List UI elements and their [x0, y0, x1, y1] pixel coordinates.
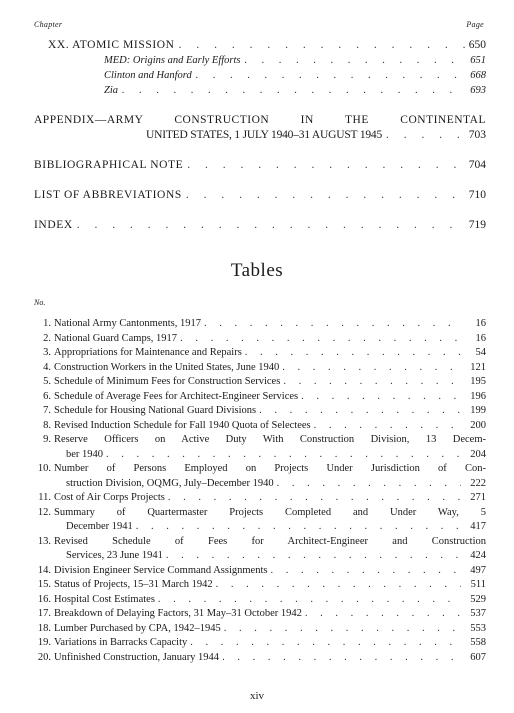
table-list-entry[interactable]	[34, 636, 486, 651]
table-title-line: Revised Induction Schedule for Fall 1940 Quota of Selectees	[54, 419, 311, 431]
table-title-line: Variations in Barracks Capacity	[54, 637, 188, 648]
toc-chapter-entry[interactable]	[48, 38, 486, 53]
table-number: 8.	[43, 419, 51, 431]
page-number: 121	[470, 361, 486, 373]
table-number: 20.	[37, 651, 51, 663]
table-title-line: Unfinished Construction, January 1944	[54, 651, 220, 663]
leader-dots	[136, 520, 461, 535]
page-number: 558	[470, 637, 486, 648]
page-number: 54	[475, 347, 486, 358]
page-number: 719	[468, 219, 486, 231]
table-number: 10.	[37, 463, 51, 474]
table-number: 17.	[37, 608, 51, 619]
page-number: 222	[470, 477, 486, 489]
leader-dots	[204, 317, 461, 332]
page-column-header: Page	[466, 20, 484, 29]
table-number: 6.	[43, 390, 51, 402]
table-number: 18.	[37, 622, 51, 634]
table-list-entry[interactable]	[34, 593, 486, 608]
table-list-entry[interactable]	[34, 419, 486, 434]
table-title-line: Summary of Quartermaster Projects Completed and Under Way, 5	[54, 506, 486, 518]
leader-dots	[122, 83, 466, 98]
table-title-line: Schedule for Housing National Guard Divisions	[54, 405, 257, 416]
table-title-line: Services, 23 June 1941	[66, 550, 163, 561]
toc-subsection-entry[interactable]	[104, 53, 486, 68]
table-title-line: National Guard Camps, 1917	[54, 332, 178, 344]
table-list-entry[interactable]	[34, 404, 486, 419]
leader-dots	[196, 68, 467, 83]
page-number: 710	[468, 189, 486, 201]
tables-heading: Tables	[230, 260, 284, 281]
table-title-line: ber 1940	[66, 448, 104, 460]
appendix-title-line2: UNITED STATES, 1 JULY 1940–31 AUGUST 1945	[146, 129, 383, 141]
leader-dots	[282, 361, 461, 376]
table-number: 4.	[43, 361, 51, 373]
table-number: 14.	[37, 564, 51, 576]
table-number: 7.	[43, 405, 51, 416]
table-number: 1.	[43, 318, 51, 329]
toc-appendix-line1[interactable]: APPENDIX—ARMY CONSTRUCTION IN THE CONTINENTAL	[34, 114, 486, 126]
table-title-line: Appropriations for Maintenance and Repairs	[54, 347, 242, 358]
leader-dots	[386, 128, 465, 143]
leader-dots	[166, 549, 461, 564]
table-title-line: Status of Projects, 15–31 March 1942	[54, 579, 213, 590]
page-number: 703	[468, 129, 486, 141]
page-number: 553	[470, 622, 486, 634]
table-number: 19.	[37, 637, 51, 648]
table-title-line: Schedule of Average Fees for Architect-Engineer Services	[54, 390, 299, 402]
leader-dots	[301, 390, 461, 405]
table-list-entry[interactable]	[34, 578, 486, 593]
leader-dots	[187, 158, 465, 173]
leader-dots	[259, 404, 461, 419]
page-number: 607	[470, 651, 486, 663]
table-title-line: Construction Workers in the United States, June 1940	[54, 361, 280, 373]
page-number: 511	[470, 579, 486, 590]
page-number: 200	[470, 419, 486, 431]
table-title-line: December 1941	[66, 521, 133, 532]
table-list-entry[interactable]	[34, 462, 486, 491]
table-list-entry[interactable]	[34, 491, 486, 506]
leader-dots	[245, 53, 467, 68]
leader-dots	[277, 477, 461, 492]
leader-dots	[245, 346, 461, 361]
toc-backmatter-entry[interactable]	[34, 218, 486, 233]
leader-dots	[314, 419, 461, 434]
page-number: 271	[470, 492, 486, 503]
leader-dots	[283, 375, 461, 390]
table-list-entry[interactable]	[34, 332, 486, 347]
toc-subsection-entry[interactable]	[104, 68, 486, 83]
folio-page-number: xiv	[249, 690, 265, 702]
toc-appendix-entry[interactable]	[146, 128, 486, 143]
leader-dots	[77, 218, 465, 233]
leader-dots	[106, 448, 461, 463]
leader-dots	[179, 38, 465, 53]
leader-dots	[186, 188, 465, 203]
table-number: 16.	[37, 593, 51, 605]
page-number: 424	[470, 550, 486, 561]
table-title-line: National Army Cantonments, 1917	[54, 318, 201, 329]
table-title-line: Breakdown of Delaying Factors, 31 May–31 October 1942	[54, 608, 302, 619]
toc-backmatter-entry[interactable]	[34, 188, 486, 203]
toc-subsection-entry[interactable]	[104, 83, 486, 98]
table-list-entry[interactable]	[34, 375, 486, 390]
page-number: 704	[468, 159, 486, 171]
table-title-line: Division Engineer Service Command Assignments	[54, 564, 268, 576]
table-list-entry[interactable]	[34, 607, 486, 622]
page-number: 16	[475, 318, 486, 329]
page-number: 650	[468, 39, 486, 51]
leader-dots	[224, 622, 461, 637]
table-title-line: struction Division, OQMG, July–December 1940	[66, 477, 274, 489]
table-number: 15.	[37, 579, 51, 590]
table-number: 9.	[43, 434, 51, 445]
table-list-entry[interactable]	[34, 651, 486, 666]
table-number: 13.	[37, 535, 51, 547]
page-number: 16	[475, 332, 486, 344]
table-title-line: Cost of Air Corps Projects	[54, 492, 165, 503]
table-title-line: Number of Persons Employed on Projects Under Jurisdiction of Con-	[54, 463, 486, 474]
table-title-line: Schedule of Minimum Fees for Construction Services	[54, 376, 281, 387]
leader-dots	[168, 491, 461, 506]
page-number: 199	[470, 405, 486, 416]
table-number-column-header: No.	[34, 298, 46, 307]
table-list-entry[interactable]	[34, 433, 486, 462]
subsection-title: MED: Origins and Early Efforts	[104, 55, 241, 66]
page-number: 651	[470, 55, 486, 66]
leader-dots	[180, 332, 461, 347]
table-list-entry[interactable]	[34, 564, 486, 579]
page-number: 417	[470, 521, 486, 532]
leader-dots	[270, 564, 461, 579]
table-number: 11.	[38, 492, 51, 503]
table-list-entry[interactable]	[34, 361, 486, 376]
page-number: 204	[470, 448, 486, 460]
subsection-title: Zia	[104, 85, 119, 96]
table-list-entry[interactable]	[34, 535, 486, 564]
chapter-title: XX. ATOMIC MISSION	[48, 39, 175, 51]
page-number: 196	[470, 390, 486, 402]
backmatter-title: BIBLIOGRAPHICAL NOTE	[34, 159, 184, 171]
leader-dots	[305, 607, 461, 622]
table-list-entry[interactable]	[34, 622, 486, 637]
table-number: 2.	[43, 332, 51, 344]
table-list-entry[interactable]	[34, 317, 486, 332]
leader-dots	[158, 593, 461, 608]
leader-dots	[190, 636, 461, 651]
page-number: 668	[470, 70, 486, 81]
leader-dots	[216, 578, 461, 593]
chapter-column-header: Chapter	[34, 20, 63, 29]
leader-dots	[222, 651, 461, 666]
page-number: 497	[470, 564, 486, 576]
table-title-line: Lumber Purchased by CPA, 1942–1945	[54, 622, 221, 634]
subsection-title: Clinton and Hanford	[104, 70, 192, 81]
table-list-entry[interactable]	[34, 390, 486, 405]
table-number: 3.	[43, 347, 51, 358]
page-number: 195	[470, 376, 486, 387]
page-number: 529	[470, 593, 486, 605]
backmatter-title: LIST OF ABBREVIATIONS	[34, 189, 182, 201]
page-number: 693	[470, 85, 486, 96]
table-list-entry[interactable]	[34, 506, 486, 535]
backmatter-title: INDEX	[34, 219, 73, 231]
table-list-entry[interactable]	[34, 346, 486, 361]
table-title-line: Revised Schedule of Fees for Architect-Engineer and Construction	[54, 535, 486, 547]
table-number: 5.	[43, 376, 51, 387]
table-number: 12.	[37, 506, 51, 518]
table-title-line: Reserve Officers on Active Duty With Construction Division, 13 Decem-	[54, 434, 486, 445]
page-number: 537	[470, 608, 486, 619]
table-title-line: Hospital Cost Estimates	[54, 593, 155, 605]
toc-backmatter-entry[interactable]	[34, 158, 486, 173]
